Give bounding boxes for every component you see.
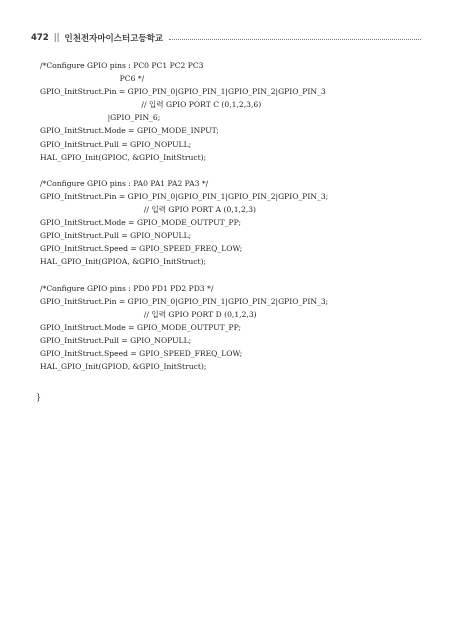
code-line [40, 164, 415, 177]
code-line: /*Configure GPIO pins : PC0 PC1 PC2 PC3 [40, 61, 204, 70]
code-line: /*Configure GPIO pins : PD0 PD1 PD2 PD3 */ [40, 283, 214, 293]
code-line: PC6 */ [40, 74, 145, 84]
code-line: GPIO_InitStruct.Mode = GPIO_MODE_OUTPUT_PP; [40, 322, 242, 332]
code-line [40, 269, 415, 282]
code-line: // 입력 GPIO PORT D (0,1,2,3) [40, 309, 257, 319]
header-title: 인천전자마이스터고등학교 [64, 34, 164, 44]
header-dotted-rule [169, 39, 421, 40]
code-line: GPIO_InitStruct.Pull = GPIO_NOPULL; [40, 335, 192, 345]
code-line: HAL_GPIO_Init(GPIOA, &GPIO_InitStruct); [40, 257, 207, 267]
header-separator: || [53, 33, 60, 43]
closing-brace: } [36, 393, 42, 402]
code-line: // 입력 GPIO PORT A (0,1,2,3) [40, 205, 257, 215]
code-line: GPIO_InitStruct.Mode = GPIO_MODE_OUTPUT_PP; [40, 218, 242, 228]
code-line: // 입력 GPIO PORT C (0,1,2,3,6) [40, 100, 262, 110]
code-line: GPIO_InitStruct.Pull = GPIO_NOPULL; [40, 231, 192, 241]
code-line: GPIO_InitStruct.Speed = GPIO_SPEED_FREQ_LOW; [40, 244, 243, 254]
code-line: GPIO_InitStruct.Pin = GPIO_PIN_0|GPIO_PIN_1|GPIO_PIN_2|GPIO_PIN_3 [40, 87, 326, 97]
page-number: 472 [31, 33, 49, 43]
code-line: GPIO_InitStruct.Pull = GPIO_NOPULL; [40, 139, 192, 149]
page-header [31, 31, 421, 45]
code-line: HAL_GPIO_Init(GPIOD, &GPIO_InitStruct); [40, 362, 207, 372]
code-line: /*Configure GPIO pins : PA0 PA1 PA2 PA3 */ [40, 178, 209, 188]
code-block [40, 59, 415, 373]
code-line: GPIO_InitStruct.Mode = GPIO_MODE_INPUT; [40, 126, 219, 136]
code-line: GPIO_InitStruct.Pin = GPIO_PIN_0|GPIO_PIN_1|GPIO_PIN_2|GPIO_PIN_3; [40, 296, 329, 306]
code-line: |GPIO_PIN_6; [40, 113, 161, 123]
code-line: GPIO_InitStruct.Speed = GPIO_SPEED_FREQ_LOW; [40, 349, 243, 359]
code-line: GPIO_InitStruct.Pin = GPIO_PIN_0|GPIO_PIN_1|GPIO_PIN_2|GPIO_PIN_3; [40, 191, 329, 201]
code-line: HAL_GPIO_Init(GPIOC, &GPIO_InitStruct); [40, 152, 207, 162]
